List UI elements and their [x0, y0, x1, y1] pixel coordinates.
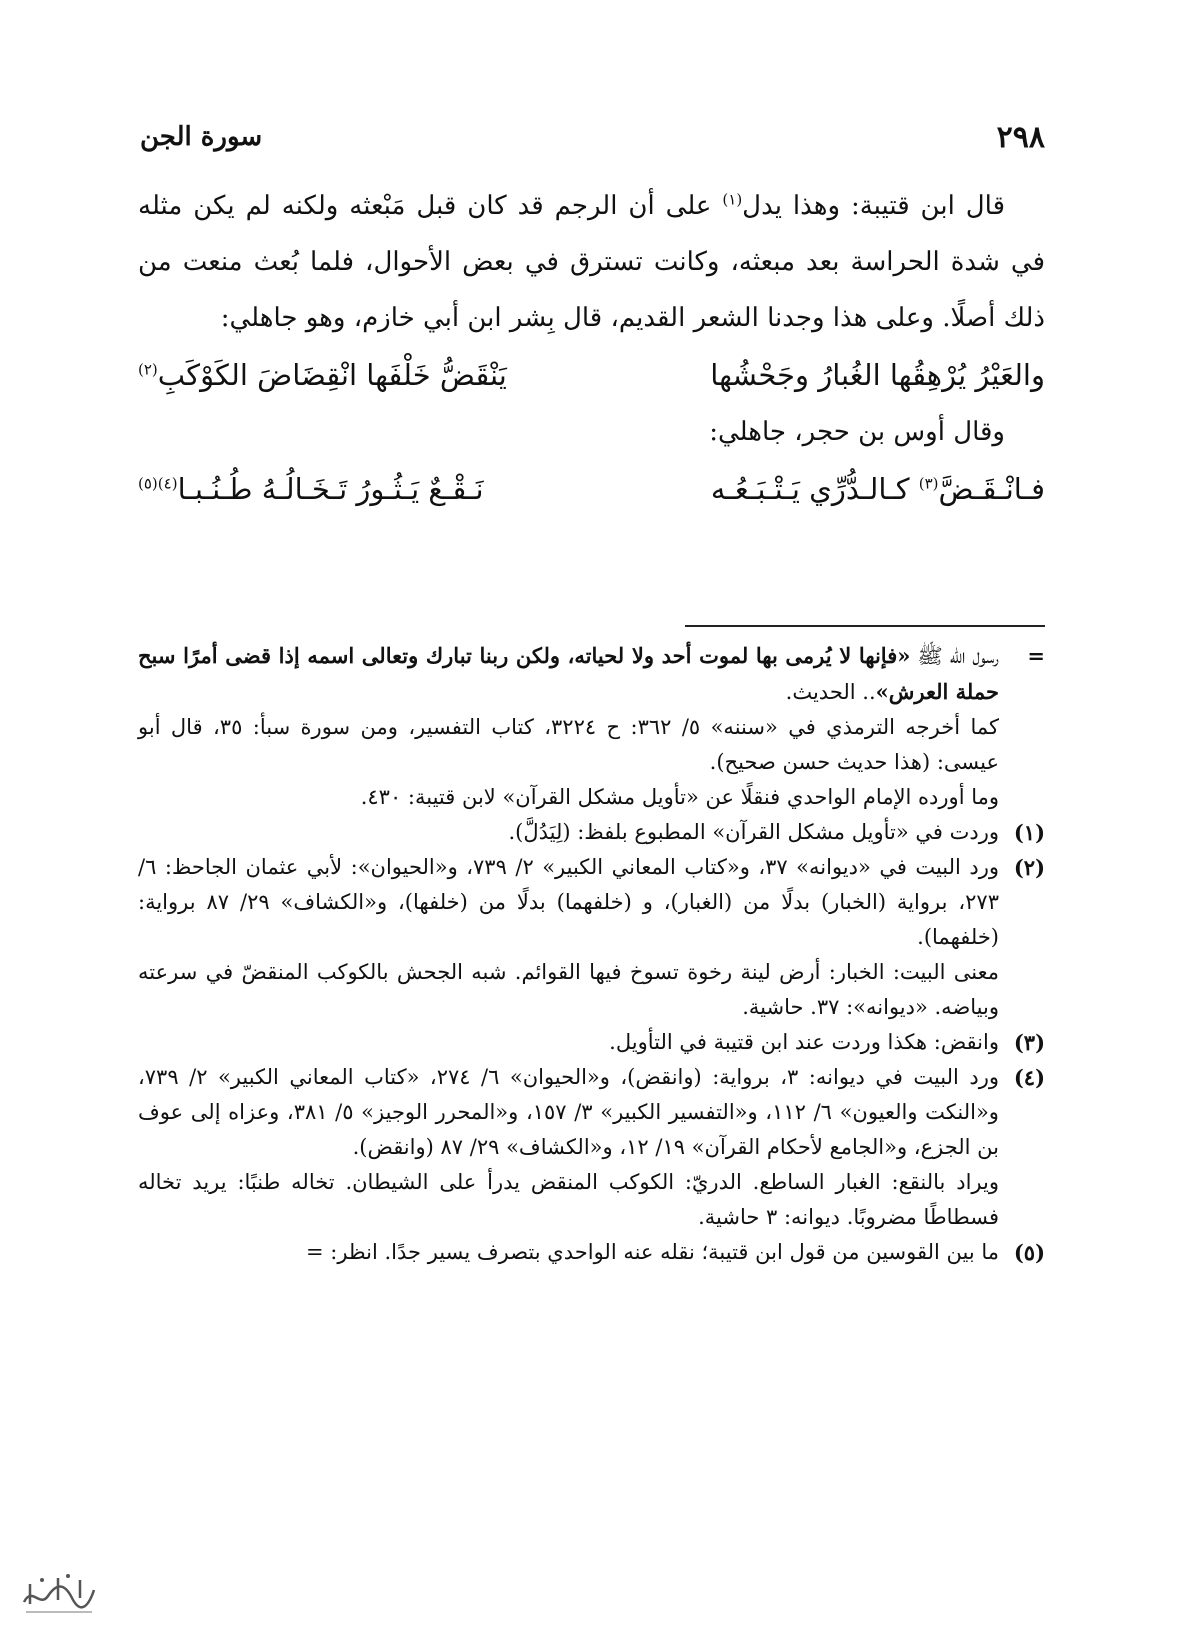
verse-text: فـانْـقَـضَّ	[938, 472, 1045, 506]
verse-2-second-hemistich	[138, 460, 484, 518]
verse-1	[138, 346, 1045, 404]
watermark-logo	[18, 1568, 100, 1620]
footnote-text	[138, 638, 999, 710]
continuation-marker: =	[1027, 643, 1045, 668]
surah-title: سورة الجن	[140, 122, 263, 152]
verse-2	[138, 460, 1045, 518]
main-paragraph-1	[138, 178, 1045, 346]
footnote-2-p2: معنى البيت: الخبار: أرض لينة رخوة تسوخ فيها القوائم. شبه الجحش بالكوكب المنقضّ في سرعته وبياضه. «ديوانه»: ٣٧. حاشية.	[138, 960, 999, 1019]
verse-2-first-hemistich	[711, 460, 1045, 518]
verse-text: نَـقْـعٌ يَـثُـورُ تَـخَـالُـهُ طُـنُـبـا	[177, 472, 484, 506]
main-paragraph-2: وقال أوس بن حجر، جاهلي:	[709, 417, 1005, 447]
footnote-3	[138, 1025, 1045, 1060]
footnote-separator	[685, 625, 1045, 627]
paragraph-text: على أن الرجم قد كان قبل مَبْعثه ولكنه لم يكن مثله في شدة الحراسة بعد مبعثه، وكانت تسترق في بعض الأحوال، فلما بُعث منعت من ذلك أصلًا. وعلى هذا وجدنا الشعر القديم، قال بِشر ابن أبي خازم، وهو جاهلي:	[138, 191, 1045, 333]
footnote-text-part: .. الحديث.	[785, 680, 876, 704]
footnote-number: (٤)	[1013, 1065, 1045, 1090]
footnote-text: ورد البيت في «ديوانه» ٣٧، و«كتاب المعاني الكبير» ٢/ ٧٣٩، و«الحيوان»: لأبي عثمان الجاحظ: ٦/ ٢٧٣، برواية (الخبار) بدلًا من (الغبار)، و (خلفهما) بدلًا من (خلفها)، و«الكشاف» ٢٩/ ٨٧ برواية: (خلفهما).	[138, 855, 999, 949]
page-number: ٢٩٨	[996, 119, 1045, 155]
footnote-continuation-p3: وما أورده الإمام الواحدي فنقلًا عن «تأويل مشكل القرآن» لابن قتيبة: ٤٣٠.	[360, 785, 999, 809]
footnote-text: ما بين القوسين من قول ابن قتيبة؛ نقله عنه الواحدي بتصرف يسير جدًا. انظر: =	[305, 1240, 999, 1264]
footnotes	[138, 638, 1045, 1270]
footnote-ref-4-5: (٤)(٥)	[138, 474, 178, 493]
footnote-4	[138, 1060, 1045, 1165]
main-text	[138, 178, 1045, 518]
footnote-continuation	[138, 638, 1045, 710]
footnote-number: (٣)	[1013, 1030, 1045, 1055]
paragraph-text: قال ابن قتيبة: وهذا يدل	[742, 191, 1005, 221]
footnote-ref-2: (٢)	[138, 360, 158, 379]
verse-1-second-hemistich	[138, 346, 507, 404]
footnote-text-part: رسول الله ﷺ	[910, 644, 999, 668]
verse-1-first-hemistich: والعَيْرُ يُرْهِقُها الغُبارُ وجَحْشُها	[710, 358, 1045, 392]
footnote-ref-3: (٣)	[918, 474, 939, 493]
footnote-5	[138, 1235, 1045, 1270]
footnote-number: (٢)	[1013, 855, 1045, 880]
verse-text: يَنْقَضُّ خَلْفَها انْقِضَاضَ الكَوْكَبِ	[157, 358, 507, 392]
footnote-text: وانقض: هكذا وردت عند ابن قتيبة في التأويل.	[609, 1030, 999, 1054]
footnote-4-p2: ويراد بالنقع: الغبار الساطع. الدريّ: الكوكب المنقض يدرأ على الشيطان. تخاله طنبًا: يريد تخاله فسطاطًا مضروبًا. ديوانه: ٣ حاشية.	[138, 1170, 999, 1229]
watermark-calligraphy-icon	[18, 1568, 100, 1620]
hadith-quote: «فإنها لا يُرمى بها لموت أحد ولا لحياته، ولكن ربنا تبارك وتعالى اسمه إذا قضى أمرًا سبح حملة العرش»	[138, 643, 999, 704]
footnote-text: ورد البيت في ديوانه: ٣، برواية: (وانقض)، و«الحيوان» ٦/ ٢٧٤، «كتاب المعاني الكبير» ٢/ ٧٣٩، و«النكت والعيون» ٦/ ١١٢، و«التفسير الكبير» ٣/ ١٥٧، و«المحرر الوجيز» ٥/ ٣٨١، وعزاه إلى عوف بن الجزع، و«الجامع لأحكام القرآن» ١٩/ ١٢، و«الكشاف» ٢٩/ ٨٧ (وانقض).	[138, 1065, 999, 1159]
footnote-text: وردت في «تأويل مشكل القرآن» المطبوع بلفظ: (لِيَدُلَّ).	[508, 820, 999, 844]
page-header	[140, 112, 1045, 162]
footnote-1	[138, 815, 1045, 850]
footnote-number: (٥)	[1013, 1240, 1045, 1265]
footnote-number: (١)	[1013, 820, 1045, 845]
footnote-ref-1: (١)	[722, 190, 743, 209]
verse-text: كـالـدُّرِّي يَـتْـبَـعُـه	[710, 472, 919, 506]
footnote-2	[138, 850, 1045, 955]
footnote-continuation-p2: كما أخرجه الترمذي في «سننه» ٥/ ٣٦٢: ح ٣٢٢٤، كتاب التفسير، ومن سورة سبأ: ٣٥، قال أبو عيسى: (هذا حديث حسن صحيح).	[138, 715, 999, 774]
